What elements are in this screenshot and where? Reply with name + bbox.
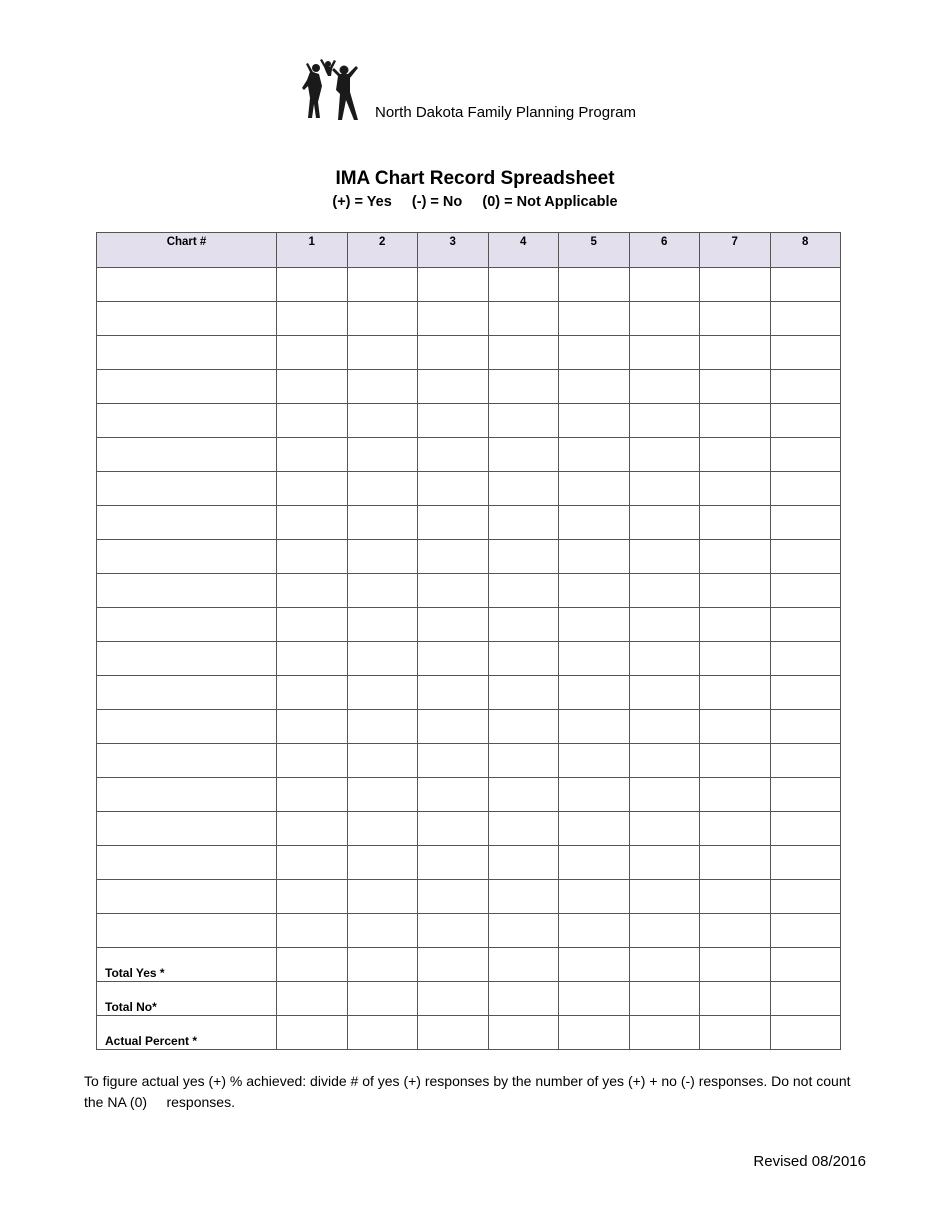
response-cell[interactable] [700, 302, 771, 336]
response-cell[interactable] [277, 880, 348, 914]
response-cell[interactable] [347, 914, 418, 948]
summary-cell[interactable] [559, 948, 630, 982]
page-title: IMA Chart Record Spreadsheet [335, 168, 615, 189]
summary-cell[interactable] [700, 1016, 771, 1050]
response-cell[interactable] [559, 880, 630, 914]
response-cell[interactable] [488, 812, 559, 846]
column-header-1: 1 [277, 233, 348, 268]
chart-number-cell[interactable] [97, 404, 277, 438]
summary-cell[interactable] [418, 1016, 489, 1050]
response-cell[interactable] [700, 778, 771, 812]
response-cell[interactable] [488, 438, 559, 472]
response-cell[interactable] [629, 710, 700, 744]
response-cell[interactable] [559, 370, 630, 404]
chart-number-cell[interactable] [97, 880, 277, 914]
table-row [97, 676, 841, 710]
response-cell[interactable] [418, 710, 489, 744]
table-row [97, 540, 841, 574]
summary-cell[interactable] [347, 1016, 418, 1050]
response-cell[interactable] [559, 812, 630, 846]
revised-date: Revised 08/2016 [753, 1153, 866, 1170]
response-cell[interactable] [347, 846, 418, 880]
table-row [97, 642, 841, 676]
summary-cell[interactable] [277, 948, 348, 982]
response-cell[interactable] [700, 744, 771, 778]
response-cell[interactable] [347, 812, 418, 846]
response-cell[interactable] [277, 302, 348, 336]
response-cell[interactable] [770, 880, 841, 914]
response-cell[interactable] [559, 710, 630, 744]
column-header-3: 3 [418, 233, 489, 268]
summary-cell[interactable] [277, 1016, 348, 1050]
response-cell[interactable] [700, 812, 771, 846]
response-cell[interactable] [488, 880, 559, 914]
response-cell[interactable] [559, 914, 630, 948]
response-cell[interactable] [700, 268, 771, 302]
response-cell[interactable] [347, 574, 418, 608]
chart-number-cell[interactable] [97, 914, 277, 948]
response-cell[interactable] [770, 574, 841, 608]
column-header-8: 8 [770, 233, 841, 268]
response-cell[interactable] [277, 268, 348, 302]
response-cell[interactable] [347, 642, 418, 676]
table-row [97, 744, 841, 778]
chart-number-cell[interactable] [97, 608, 277, 642]
response-cell[interactable] [277, 846, 348, 880]
chart-number-cell[interactable] [97, 268, 277, 302]
response-cell[interactable] [629, 744, 700, 778]
summary-label: Actual Percent * [97, 1016, 277, 1050]
response-cell[interactable] [488, 846, 559, 880]
response-cell[interactable] [277, 676, 348, 710]
response-cell[interactable] [629, 336, 700, 370]
org-name: North Dakota Family Planning Program [375, 104, 636, 121]
response-cell[interactable] [770, 336, 841, 370]
chart-number-cell[interactable] [97, 370, 277, 404]
summary-row [97, 948, 841, 982]
response-cell[interactable] [629, 574, 700, 608]
chart-number-cell[interactable] [97, 676, 277, 710]
response-cell[interactable] [418, 812, 489, 846]
response-cell[interactable] [418, 370, 489, 404]
table-row [97, 846, 841, 880]
response-cell[interactable] [770, 846, 841, 880]
response-cell[interactable] [629, 846, 700, 880]
response-cell[interactable] [629, 404, 700, 438]
response-cell[interactable] [700, 914, 771, 948]
response-cell[interactable] [418, 506, 489, 540]
response-cell[interactable] [418, 268, 489, 302]
response-cell[interactable] [418, 438, 489, 472]
response-cell[interactable] [700, 472, 771, 506]
column-header-2: 2 [347, 233, 418, 268]
table-row [97, 574, 841, 608]
response-cell[interactable] [488, 268, 559, 302]
response-cell[interactable] [629, 438, 700, 472]
response-cell[interactable] [770, 710, 841, 744]
response-cell[interactable] [559, 336, 630, 370]
response-cell[interactable] [629, 608, 700, 642]
response-cell[interactable] [629, 472, 700, 506]
response-cell[interactable] [347, 676, 418, 710]
response-cell[interactable] [277, 778, 348, 812]
response-cell[interactable] [559, 438, 630, 472]
response-cell[interactable] [629, 812, 700, 846]
response-cell[interactable] [629, 268, 700, 302]
response-cell[interactable] [488, 302, 559, 336]
response-cell[interactable] [700, 336, 771, 370]
response-cell[interactable] [347, 710, 418, 744]
response-cell[interactable] [700, 370, 771, 404]
response-cell[interactable] [629, 370, 700, 404]
summary-cell[interactable] [770, 1016, 841, 1050]
table-row [97, 302, 841, 336]
response-cell[interactable] [488, 778, 559, 812]
summary-cell[interactable] [488, 1016, 559, 1050]
summary-label: Total No* [97, 982, 277, 1016]
response-cell[interactable] [347, 302, 418, 336]
response-cell[interactable] [488, 472, 559, 506]
response-cell[interactable] [770, 404, 841, 438]
response-cell[interactable] [559, 472, 630, 506]
response-cell[interactable] [418, 404, 489, 438]
summary-cell[interactable] [488, 948, 559, 982]
table-row [97, 880, 841, 914]
summary-cell[interactable] [418, 948, 489, 982]
response-cell[interactable] [418, 778, 489, 812]
response-cell[interactable] [277, 642, 348, 676]
response-cell[interactable] [418, 880, 489, 914]
response-cell[interactable] [770, 506, 841, 540]
response-cell[interactable] [770, 438, 841, 472]
response-cell[interactable] [347, 880, 418, 914]
summary-cell[interactable] [418, 982, 489, 1016]
table-row [97, 608, 841, 642]
table-row [97, 404, 841, 438]
response-cell[interactable] [277, 744, 348, 778]
column-header-7: 7 [700, 233, 771, 268]
chart-number-cell[interactable] [97, 438, 277, 472]
table-row [97, 914, 841, 948]
response-cell[interactable] [559, 268, 630, 302]
response-cell[interactable] [277, 370, 348, 404]
response-cell[interactable] [629, 880, 700, 914]
response-cell[interactable] [770, 812, 841, 846]
response-cell[interactable] [347, 506, 418, 540]
legend: (+) = Yes (-) = No (0) = Not Applicable [332, 194, 618, 210]
response-cell[interactable] [418, 914, 489, 948]
response-cell[interactable] [277, 608, 348, 642]
response-cell[interactable] [418, 676, 489, 710]
response-cell[interactable] [418, 642, 489, 676]
summary-cell[interactable] [277, 982, 348, 1016]
response-cell[interactable] [488, 642, 559, 676]
summary-cell[interactable] [347, 948, 418, 982]
response-cell[interactable] [488, 336, 559, 370]
chart-number-cell[interactable] [97, 302, 277, 336]
response-cell[interactable] [629, 642, 700, 676]
table-row [97, 370, 841, 404]
chart-number-cell[interactable] [97, 812, 277, 846]
response-cell[interactable] [277, 914, 348, 948]
response-cell[interactable] [559, 574, 630, 608]
response-cell[interactable] [488, 574, 559, 608]
response-cell[interactable] [700, 404, 771, 438]
summary-row [97, 1016, 841, 1050]
chart-number-cell[interactable] [97, 778, 277, 812]
summary-cell[interactable] [629, 1016, 700, 1050]
response-cell[interactable] [488, 676, 559, 710]
column-header-chart: Chart # [97, 233, 277, 268]
table-row [97, 710, 841, 744]
response-cell[interactable] [629, 778, 700, 812]
response-cell[interactable] [277, 472, 348, 506]
response-cell[interactable] [488, 404, 559, 438]
summary-cell[interactable] [770, 948, 841, 982]
column-header-4: 4 [488, 233, 559, 268]
response-cell[interactable] [770, 676, 841, 710]
response-cell[interactable] [700, 506, 771, 540]
response-cell[interactable] [770, 778, 841, 812]
response-cell[interactable] [770, 642, 841, 676]
table-row [97, 778, 841, 812]
response-cell[interactable] [700, 880, 771, 914]
summary-cell[interactable] [629, 982, 700, 1016]
response-cell[interactable] [770, 744, 841, 778]
summary-row [97, 982, 841, 1016]
summary-cell[interactable] [629, 948, 700, 982]
table-row [97, 438, 841, 472]
summary-cell[interactable] [559, 982, 630, 1016]
response-cell[interactable] [418, 608, 489, 642]
response-cell[interactable] [488, 506, 559, 540]
response-cell[interactable] [559, 744, 630, 778]
chart-number-cell[interactable] [97, 574, 277, 608]
instructions-text: To figure actual yes (+) % achieved: divide # of yes (+) responses by the number of yes (+) + no (-) responses. Do not count the NA (0) responses. [84, 1073, 855, 1110]
table-row [97, 472, 841, 506]
response-cell[interactable] [559, 404, 630, 438]
response-cell[interactable] [347, 778, 418, 812]
chart-number-cell[interactable] [97, 506, 277, 540]
response-cell[interactable] [559, 608, 630, 642]
table-row [97, 268, 841, 302]
table-row [97, 506, 841, 540]
response-cell[interactable] [488, 370, 559, 404]
response-cell[interactable] [629, 914, 700, 948]
response-cell[interactable] [418, 302, 489, 336]
response-cell[interactable] [277, 404, 348, 438]
response-cell[interactable] [559, 540, 630, 574]
response-cell[interactable] [418, 846, 489, 880]
response-cell[interactable] [347, 472, 418, 506]
chart-number-cell[interactable] [97, 472, 277, 506]
response-cell[interactable] [418, 574, 489, 608]
response-cell[interactable] [488, 710, 559, 744]
summary-cell[interactable] [559, 1016, 630, 1050]
response-cell[interactable] [347, 540, 418, 574]
response-cell[interactable] [347, 744, 418, 778]
response-cell[interactable] [488, 608, 559, 642]
response-cell[interactable] [488, 914, 559, 948]
response-cell[interactable] [559, 778, 630, 812]
chart-number-cell[interactable] [97, 744, 277, 778]
response-cell[interactable] [559, 506, 630, 540]
response-cell[interactable] [347, 608, 418, 642]
chart-number-cell[interactable] [97, 846, 277, 880]
response-cell[interactable] [559, 846, 630, 880]
response-cell[interactable] [347, 404, 418, 438]
response-cell[interactable] [629, 506, 700, 540]
response-cell[interactable] [770, 540, 841, 574]
response-cell[interactable] [277, 506, 348, 540]
response-cell[interactable] [770, 302, 841, 336]
response-cell[interactable] [700, 846, 771, 880]
response-cell[interactable] [629, 302, 700, 336]
chart-record-table [96, 232, 841, 1050]
response-cell[interactable] [488, 744, 559, 778]
response-cell[interactable] [277, 710, 348, 744]
table-row [97, 336, 841, 370]
response-cell[interactable] [277, 336, 348, 370]
family-figures-logo-icon [302, 58, 360, 122]
response-cell[interactable] [770, 268, 841, 302]
response-cell[interactable] [418, 472, 489, 506]
response-cell[interactable] [277, 812, 348, 846]
response-cell[interactable] [700, 438, 771, 472]
response-cell[interactable] [559, 302, 630, 336]
response-cell[interactable] [700, 574, 771, 608]
table-row [97, 812, 841, 846]
chart-number-cell[interactable] [97, 336, 277, 370]
response-cell[interactable] [700, 676, 771, 710]
summary-cell[interactable] [770, 982, 841, 1016]
summary-cell[interactable] [347, 982, 418, 1016]
response-cell[interactable] [277, 438, 348, 472]
response-cell[interactable] [700, 710, 771, 744]
response-cell[interactable] [277, 540, 348, 574]
response-cell[interactable] [770, 608, 841, 642]
chart-number-cell[interactable] [97, 710, 277, 744]
summary-cell[interactable] [700, 948, 771, 982]
table-header-row [97, 233, 841, 268]
response-cell[interactable] [559, 676, 630, 710]
response-cell[interactable] [277, 574, 348, 608]
response-cell[interactable] [629, 540, 700, 574]
summary-cell[interactable] [488, 982, 559, 1016]
summary-cell[interactable] [700, 982, 771, 1016]
chart-number-cell[interactable] [97, 642, 277, 676]
response-cell[interactable] [629, 676, 700, 710]
response-cell[interactable] [418, 540, 489, 574]
response-cell[interactable] [700, 608, 771, 642]
column-header-6: 6 [629, 233, 700, 268]
response-cell[interactable] [347, 438, 418, 472]
response-cell[interactable] [347, 268, 418, 302]
response-cell[interactable] [770, 472, 841, 506]
response-cell[interactable] [347, 370, 418, 404]
response-cell[interactable] [488, 540, 559, 574]
chart-number-cell[interactable] [97, 540, 277, 574]
response-cell[interactable] [700, 642, 771, 676]
response-cell[interactable] [770, 370, 841, 404]
response-cell[interactable] [418, 336, 489, 370]
summary-label: Total Yes * [97, 948, 277, 982]
response-cell[interactable] [559, 642, 630, 676]
response-cell[interactable] [418, 744, 489, 778]
response-cell[interactable] [770, 914, 841, 948]
response-cell[interactable] [700, 540, 771, 574]
response-cell[interactable] [347, 336, 418, 370]
column-header-5: 5 [559, 233, 630, 268]
